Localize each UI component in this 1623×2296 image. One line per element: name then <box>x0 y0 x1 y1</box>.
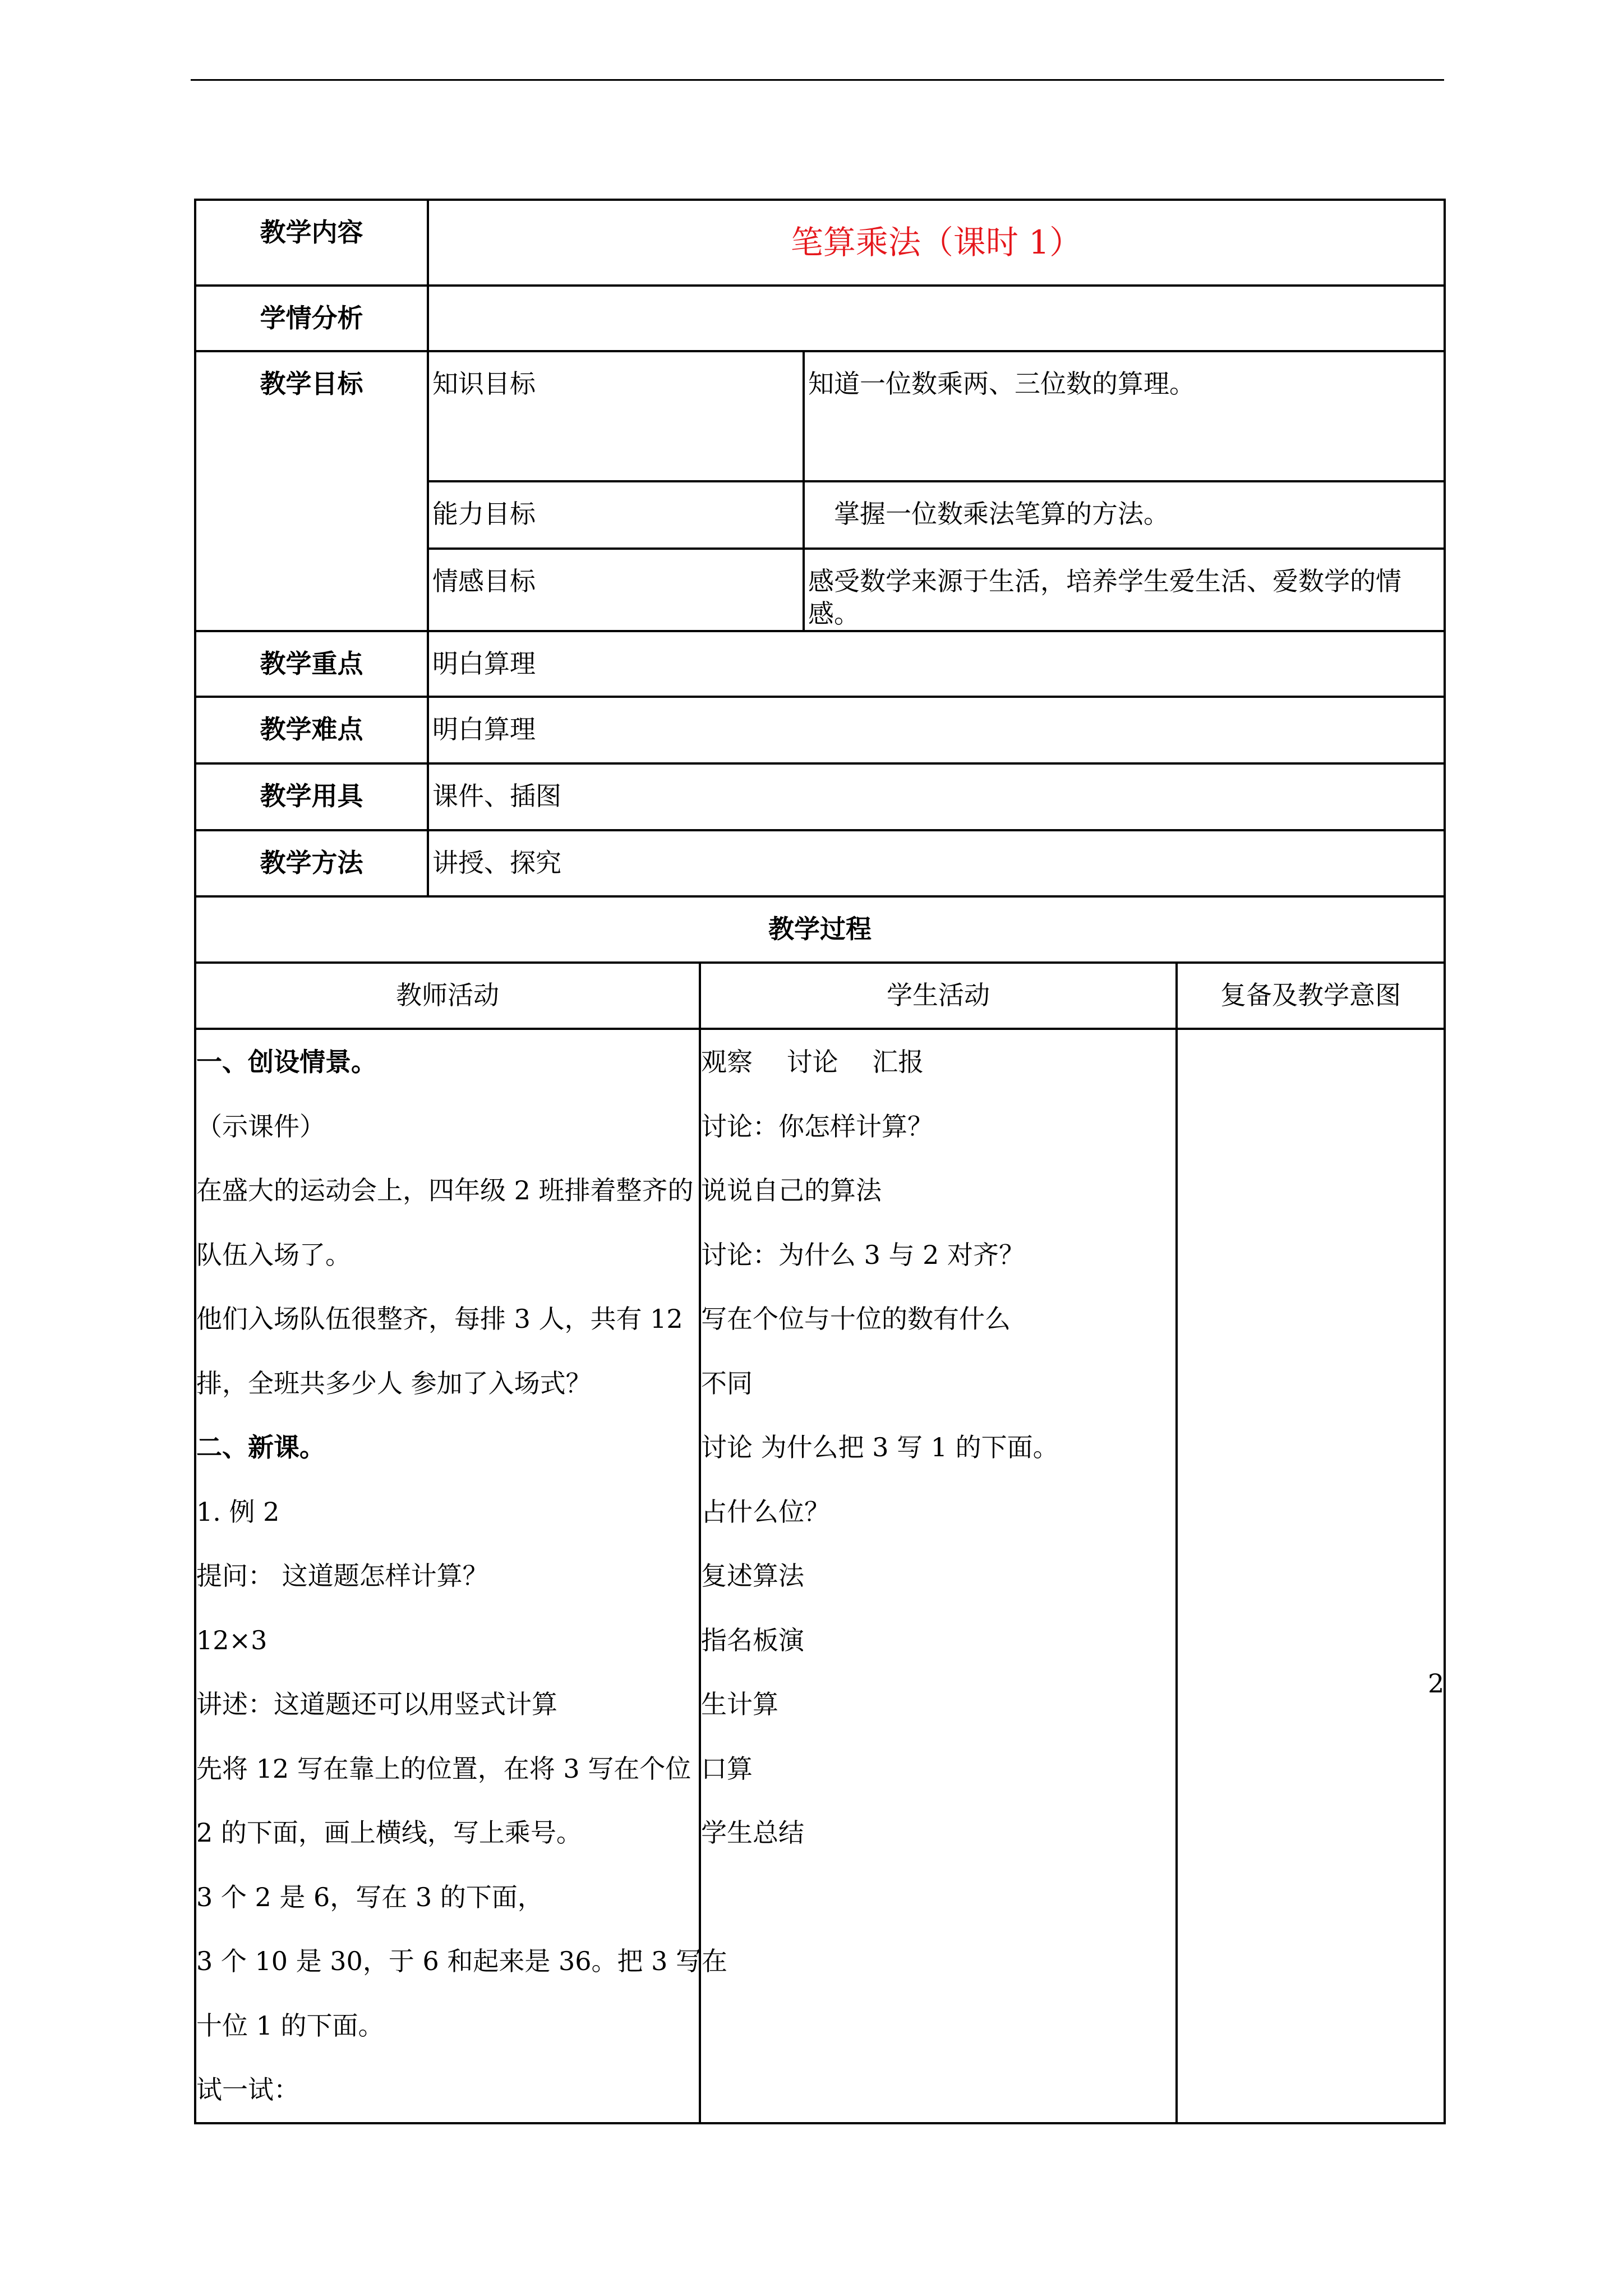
goal-name-knowledge: 知识目标 <box>428 351 804 481</box>
teacher-line: 1. 例 2 <box>196 1496 280 1527</box>
value-tools: 课件、插图 <box>428 763 1445 830</box>
label-goals: 教学目标 <box>195 351 428 631</box>
row-goal-knowledge <box>195 351 1445 481</box>
lesson-title: 笔算乘法（课时 1） <box>428 200 1445 286</box>
col-teacher-header: 教师活动 <box>195 963 700 1029</box>
student-line: 写在个位与十位的数有什么 <box>701 1304 1011 1334</box>
teacher-line: 试一试： <box>196 2074 299 2105</box>
teacher-line: 3 个 10 是 30，于 6 和起来是 36。把 3 写在 <box>196 1946 727 1976</box>
row-columns <box>195 963 1445 1029</box>
student-line: 学生总结 <box>701 1818 804 1848</box>
row-content <box>195 200 1445 286</box>
student-line: 说说自己的算法 <box>701 1175 882 1205</box>
teacher-line: 12×3 <box>196 1625 268 1655</box>
col-student-header: 学生活动 <box>700 963 1177 1029</box>
label-analysis: 学情分析 <box>195 286 428 351</box>
teacher-line: 队伍入场了。 <box>196 1239 351 1270</box>
header-rule <box>191 79 1444 81</box>
row-process <box>195 896 1445 963</box>
student-line: 不同 <box>701 1368 753 1398</box>
student-line: 讨论：你怎样计算？ <box>701 1111 933 1142</box>
student-line: 口算 <box>701 1753 753 1784</box>
col-notes-header: 复备及教学意图 <box>1177 963 1445 1029</box>
teacher-line: 2 的下面，画上横线，写上乘号。 <box>196 1818 582 1848</box>
teacher-line: 排，全班共多少人 参加了入场式？ <box>196 1368 592 1398</box>
goal-name-ability: 能力目标 <box>428 481 804 549</box>
notes-column <box>1177 1029 1445 2123</box>
page-number: 2 <box>1428 1668 1445 1699</box>
goal-text-emotion: 感受数学来源于生活，培养学生爱生活、爱数学的情感。 <box>804 549 1445 631</box>
row-method <box>195 830 1445 896</box>
goal-name-emotion: 情感目标 <box>428 549 804 631</box>
teacher-line: 讲述：这道题还可以用竖式计算 <box>196 1689 557 1719</box>
label-difficulty: 教学难点 <box>195 697 428 763</box>
teacher-line: 在盛大的运动会上，四年级 2 班排着整齐的 <box>196 1175 694 1205</box>
label-tools: 教学用具 <box>195 763 428 830</box>
student-line: 观察 讨论 汇报 <box>701 1047 924 1077</box>
teacher-line: 他们入场队伍很整齐，每排 3 人，共有 12 <box>196 1304 683 1334</box>
label-key: 教学重点 <box>195 631 428 697</box>
teacher-line: 先将 12 写在靠上的位置，在将 3 写在个位 <box>196 1753 691 1784</box>
teacher-line: 提问： 这道题怎样计算？ <box>196 1561 488 1591</box>
lesson-plan-table <box>194 199 1446 2124</box>
label-method: 教学方法 <box>195 830 428 896</box>
student-line: 讨论 为什么把 3 写 1 的下面。 <box>701 1432 1059 1462</box>
goal-text-knowledge: 知道一位数乘两、三位数的算理。 <box>804 351 1445 481</box>
teacher-line: 十位 1 的下面。 <box>196 2010 384 2041</box>
teacher-line: （示课件） <box>196 1111 325 1142</box>
teacher-line: 一、创设情景。 <box>196 1047 377 1077</box>
value-method: 讲授、探究 <box>428 830 1445 896</box>
value-difficulty: 明白算理 <box>428 697 1445 763</box>
label-process: 教学过程 <box>195 896 1445 963</box>
student-activities <box>700 1029 1177 2123</box>
student-line: 复述算法 <box>701 1561 804 1591</box>
goal-text-ability: 掌握一位数乘法笔算的方法。 <box>804 481 1445 549</box>
student-line: 生计算 <box>701 1689 778 1719</box>
label-content: 教学内容 <box>195 200 428 286</box>
row-analysis <box>195 286 1445 351</box>
teacher-line: 3 个 2 是 6，写在 3 的下面， <box>196 1881 543 1912</box>
student-line: 指名板演 <box>701 1625 804 1655</box>
teacher-line: 二、新课。 <box>196 1432 325 1462</box>
student-line: 讨论：为什么 3 与 2 对齐？ <box>701 1239 1025 1270</box>
student-line: 占什么位？ <box>701 1496 830 1527</box>
row-activities <box>195 1029 1445 2123</box>
row-difficulty <box>195 697 1445 763</box>
value-analysis <box>428 286 1445 351</box>
value-key: 明白算理 <box>428 631 1445 697</box>
row-key <box>195 631 1445 697</box>
row-tools <box>195 763 1445 830</box>
